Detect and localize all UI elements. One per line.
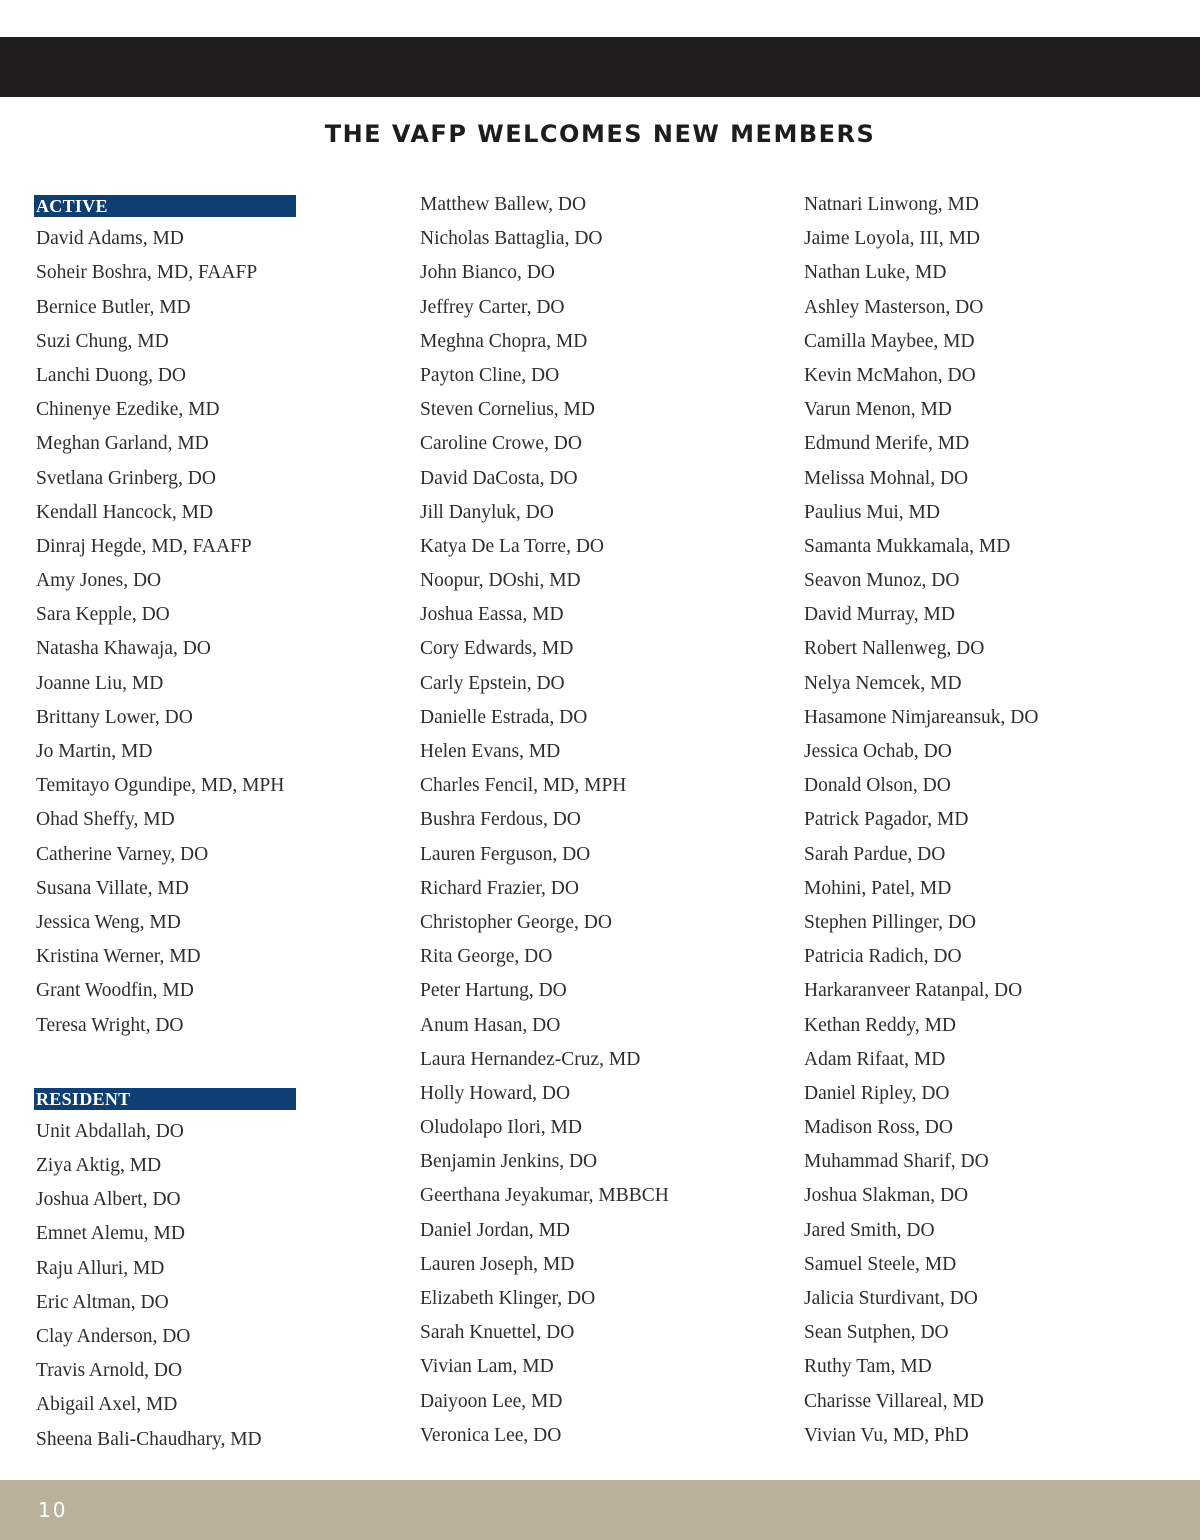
member-name: Abigail Axel, MD <box>36 1394 178 1416</box>
member-name: Daniel Jordan, MD <box>420 1219 571 1241</box>
member-name: Meghan Garland, MD <box>36 433 209 455</box>
member-name: Rita George, DO <box>420 946 553 968</box>
member-name: Kristina Werner, MD <box>36 946 201 968</box>
member-name: Varun Menon, MD <box>804 399 952 421</box>
member-name: Emnet Alemu, MD <box>36 1223 185 1245</box>
header-bar <box>0 37 1200 97</box>
member-name: Natnari Linwong, MD <box>804 194 979 215</box>
members-list-column-3 <box>804 188 1184 1453</box>
page-number: 10 <box>38 1498 68 1522</box>
member-name: Bernice Butler, MD <box>36 296 191 318</box>
member-name: Jill Danyluk, DO <box>420 501 554 523</box>
member-name: Chinenye Ezedike, MD <box>36 399 220 421</box>
member-name: Nicholas Battaglia, DO <box>420 228 603 250</box>
member-name: Donald Olson, DO <box>804 775 951 797</box>
member-name: Anum Hasan, DO <box>420 1014 561 1036</box>
active-members-list <box>36 222 376 1043</box>
member-name: Soheir Boshra, MD, FAAFP <box>36 262 258 284</box>
member-name: Sarah Knuettel, DO <box>420 1322 575 1344</box>
member-name: Lauren Ferguson, DO <box>420 843 591 865</box>
member-name: Robert Nallenweg, DO <box>804 638 985 660</box>
member-name: Nelya Nemcek, MD <box>804 672 962 694</box>
member-name: Nathan Luke, MD <box>804 262 947 284</box>
member-name: Raju Alluri, MD <box>36 1257 165 1279</box>
member-name: Jessica Weng, MD <box>36 911 181 933</box>
member-name: Sean Sutphen, DO <box>804 1322 949 1344</box>
member-name: Mohini, Patel, MD <box>804 877 952 899</box>
member-name: Elizabeth Klinger, DO <box>420 1288 596 1309</box>
member-name: Camilla Maybee, MD <box>804 330 975 352</box>
resident-members-list <box>36 1115 376 1457</box>
member-name: Kendall Hancock, MD <box>36 501 214 523</box>
member-name: Laura Hernandez-Cruz, MD <box>420 1048 641 1070</box>
member-name: Harkaranveer Ratanpal, DO <box>804 980 1023 1002</box>
member-name: Noopur, DOshi, MD <box>420 570 581 592</box>
member-name: Kevin McMahon, DO <box>804 364 976 386</box>
member-name: Cory Edwards, MD <box>420 638 574 660</box>
member-name: Adam Rifaat, MD <box>804 1048 946 1070</box>
member-name: Veronica Lee, DO <box>420 1424 562 1446</box>
member-name: Lauren Joseph, MD <box>420 1253 575 1275</box>
member-name: Lanchi Duong, DO <box>36 364 187 386</box>
member-name: Patricia Radich, DO <box>804 946 962 968</box>
member-name: Jalicia Sturdivant, DO <box>804 1288 978 1309</box>
column-1 <box>36 188 376 1457</box>
member-name: Edmund Merife, MD <box>804 433 970 455</box>
member-name: Vivian Vu, MD, PhD <box>804 1424 969 1446</box>
member-name: Helen Evans, MD <box>420 741 561 762</box>
member-name: Madison Ross, DO <box>804 1117 953 1139</box>
member-name: Sheena Bali-Chaudhary, MD <box>36 1428 262 1450</box>
member-name: Sarah Pardue, DO <box>804 843 946 865</box>
column-2 <box>420 188 780 1453</box>
member-name: Melissa Mohnal, DO <box>804 467 969 489</box>
member-name: Bushra Ferdous, DO <box>420 809 581 831</box>
member-name: Holly Howard, DO <box>420 1082 571 1104</box>
member-name: Jo Martin, MD <box>36 741 153 762</box>
column-3 <box>804 188 1184 1453</box>
member-name: Jessica Ochab, DO <box>804 741 952 762</box>
member-name: Kethan Reddy, MD <box>804 1014 957 1036</box>
member-name: Samuel Steele, MD <box>804 1253 957 1275</box>
member-name: David Adams, MD <box>36 228 184 250</box>
page-title: THE VAFP WELCOMES NEW MEMBERS <box>324 120 876 148</box>
member-name: Eric Altman, DO <box>36 1291 169 1313</box>
member-name: Joshua Eassa, MD <box>420 604 564 626</box>
member-name: Sara Kepple, DO <box>36 604 170 626</box>
member-name: Joshua Slakman, DO <box>804 1185 969 1207</box>
member-name: Temitayo Ogundipe, MD, MPH <box>36 775 285 797</box>
member-name: Jaime Loyola, III, MD <box>804 228 980 250</box>
member-name: Grant Woodfin, MD <box>36 980 194 1002</box>
member-name: Ziya Aktig, MD <box>36 1155 162 1177</box>
member-name: Brittany Lower, DO <box>36 706 193 728</box>
member-name: Danielle Estrada, DO <box>420 706 588 728</box>
member-name: Joanne Liu, MD <box>36 672 164 694</box>
member-name: Stephen Pillinger, DO <box>804 911 976 933</box>
member-name: Geerthana Jeyakumar, MBBCH <box>420 1185 669 1207</box>
member-name: Richard Frazier, DO <box>420 877 579 899</box>
member-name: Natasha Khawaja, DO <box>36 638 211 660</box>
member-name: Muhammad Sharif, DO <box>804 1151 989 1173</box>
member-name: Teresa Wright, DO <box>36 1014 184 1036</box>
member-name: John Bianco, DO <box>420 262 555 284</box>
member-name: Unit Abdallah, DO <box>36 1120 184 1142</box>
section-header-active: ACTIVE <box>34 195 296 217</box>
member-name: Catherine Varney, DO <box>36 843 209 865</box>
member-name: Charisse Villareal, MD <box>804 1390 984 1412</box>
member-name: Katya De La Torre, DO <box>420 535 604 557</box>
member-name: Carly Epstein, DO <box>420 672 565 694</box>
member-name: Samanta Mukkamala, MD <box>804 535 1011 557</box>
member-name: Svetlana Grinberg, DO <box>36 467 216 489</box>
member-name: Charles Fencil, MD, MPH <box>420 775 627 797</box>
member-name: Jared Smith, DO <box>804 1219 935 1241</box>
member-name: Amy Jones, DO <box>36 570 162 592</box>
member-name: Patrick Pagador, MD <box>804 809 969 831</box>
member-name: Caroline Crowe, DO <box>420 433 582 455</box>
member-name: Ashley Masterson, DO <box>804 296 984 318</box>
member-name: Benjamin Jenkins, DO <box>420 1151 598 1173</box>
member-name: Oludolapo Ilori, MD <box>420 1117 582 1139</box>
member-name: Matthew Ballew, DO <box>420 194 587 215</box>
members-list-column-2 <box>420 188 780 1453</box>
footer-bar <box>0 1480 1200 1540</box>
member-name: Dinraj Hegde, MD, FAAFP <box>36 535 252 557</box>
member-name: Peter Hartung, DO <box>420 980 567 1002</box>
member-name: Joshua Albert, DO <box>36 1189 181 1211</box>
member-name: Paulius Mui, MD <box>804 501 940 523</box>
member-name: Ohad Sheffy, MD <box>36 809 175 831</box>
member-name: Ruthy Tam, MD <box>804 1356 932 1378</box>
section-header-resident: RESIDENT <box>34 1088 296 1110</box>
member-name: Travis Arnold, DO <box>36 1360 183 1382</box>
member-name: Hasamone Nimjareansuk, DO <box>804 706 1039 728</box>
member-name: Jeffrey Carter, DO <box>420 296 565 318</box>
member-name: Daiyoon Lee, MD <box>420 1390 563 1412</box>
member-name: David DaCosta, DO <box>420 467 578 489</box>
member-name: Seavon Munoz, DO <box>804 570 960 592</box>
member-name: Payton Cline, DO <box>420 364 560 386</box>
member-name: David Murray, MD <box>804 604 955 626</box>
member-name: Clay Anderson, DO <box>36 1326 191 1347</box>
member-name: Steven Cornelius, MD <box>420 399 595 421</box>
member-name: Meghna Chopra, MD <box>420 330 588 352</box>
member-name: Suzi Chung, MD <box>36 330 169 352</box>
member-name: Christopher George, DO <box>420 911 612 933</box>
member-name: Vivian Lam, MD <box>420 1356 554 1378</box>
member-name: Susana Villate, MD <box>36 877 189 899</box>
member-name: Daniel Ripley, DO <box>804 1082 950 1104</box>
